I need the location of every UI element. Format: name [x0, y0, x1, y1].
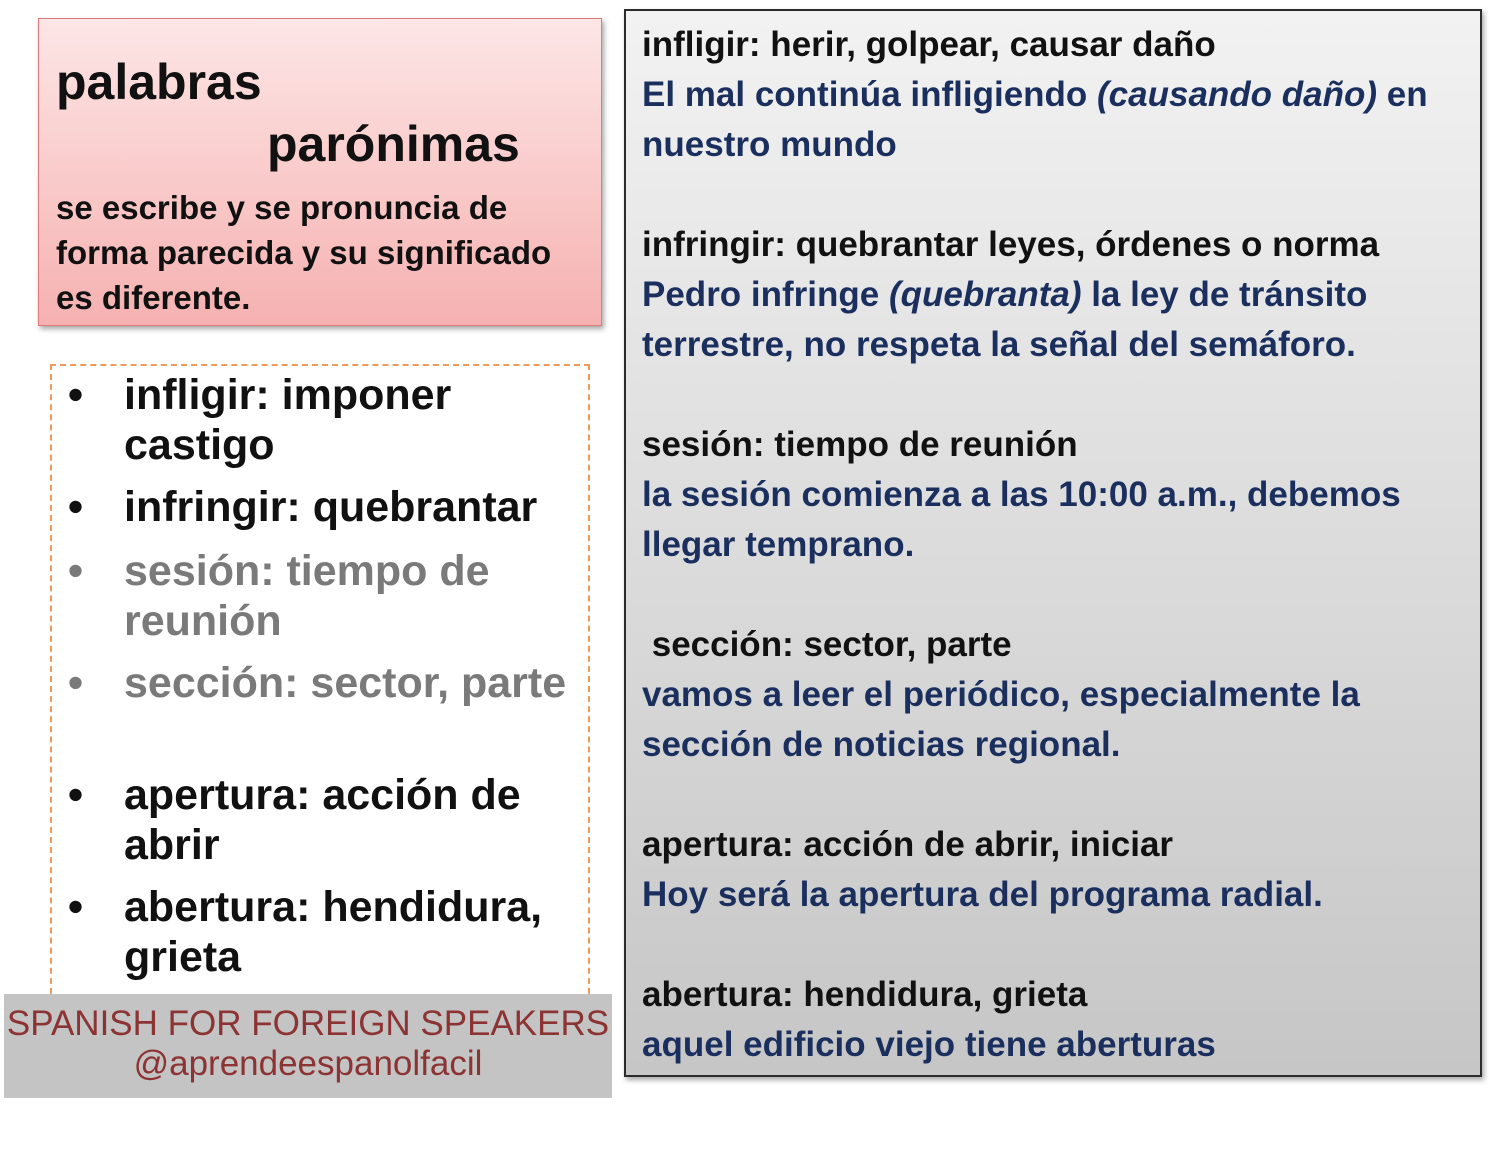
example-line: nuestro mundo — [642, 125, 897, 164]
title-line-2: parónimas — [267, 116, 520, 172]
example-line: terrestre, no respeta la señal del semáforo. — [642, 325, 1356, 364]
footer-credit — [4, 994, 612, 1098]
title-description: se escribe y se pronuncia de forma parecida y su significado es diferente. — [56, 189, 552, 316]
definition-heading: abertura: hendidura, grieta — [642, 975, 1088, 1014]
example-line: vamos a leer el periódico, especialmente la — [642, 675, 1360, 714]
definitions-panel — [624, 9, 1482, 1077]
list-item-text: apertura: acción de abrir — [124, 771, 521, 869]
footer-line-1: SPANISH FOR FOREIGN SPEAKERS — [6, 1004, 610, 1043]
list-item-text: infringir: quebrantar — [124, 483, 538, 531]
definition-heading: sección: sector, parte — [642, 625, 1012, 664]
title-line-1: palabras — [56, 54, 262, 110]
example-line: la sesión comienza a las 10:00 a.m., debemos — [642, 475, 1401, 514]
footer-line-2: @aprendeespanolfacil — [133, 1044, 483, 1083]
word-list-box — [50, 364, 590, 1004]
bullet-icon: • — [68, 371, 84, 419]
example-line: sección de noticias regional. — [642, 725, 1121, 764]
example-line: Pedro infringe (quebranta) la ley de tránsito — [642, 275, 1368, 314]
definition-heading: apertura: acción de abrir, iniciar — [642, 825, 1174, 864]
list-item-text: sesión: tiempo de reunión — [124, 547, 490, 645]
bullet-icon: • — [68, 883, 84, 931]
list-item-text: infligir: imponer castigo — [124, 371, 452, 469]
title-box — [38, 18, 602, 326]
definition-heading: infringir: quebrantar leyes, órdenes o norma — [642, 225, 1380, 264]
bullet-icon: • — [68, 771, 84, 819]
example-line: aquel edificio viejo tiene aberturas — [642, 1025, 1216, 1064]
definition-heading: sesión: tiempo de reunión — [642, 425, 1078, 464]
example-line: llegar temprano. — [642, 525, 915, 564]
example-line: Hoy será la apertura del programa radial. — [642, 875, 1323, 914]
list-item-text: sección: sector, parte — [124, 659, 567, 707]
bullet-icon: • — [68, 659, 84, 707]
example-line: El mal continúa infligiendo (causando daño) en — [642, 75, 1428, 114]
bullet-icon: • — [68, 483, 84, 531]
definition-heading: infligir: herir, golpear, causar daño — [642, 25, 1216, 64]
list-item-text: abertura: hendidura, grieta — [124, 883, 543, 981]
bullet-icon: • — [68, 547, 84, 595]
